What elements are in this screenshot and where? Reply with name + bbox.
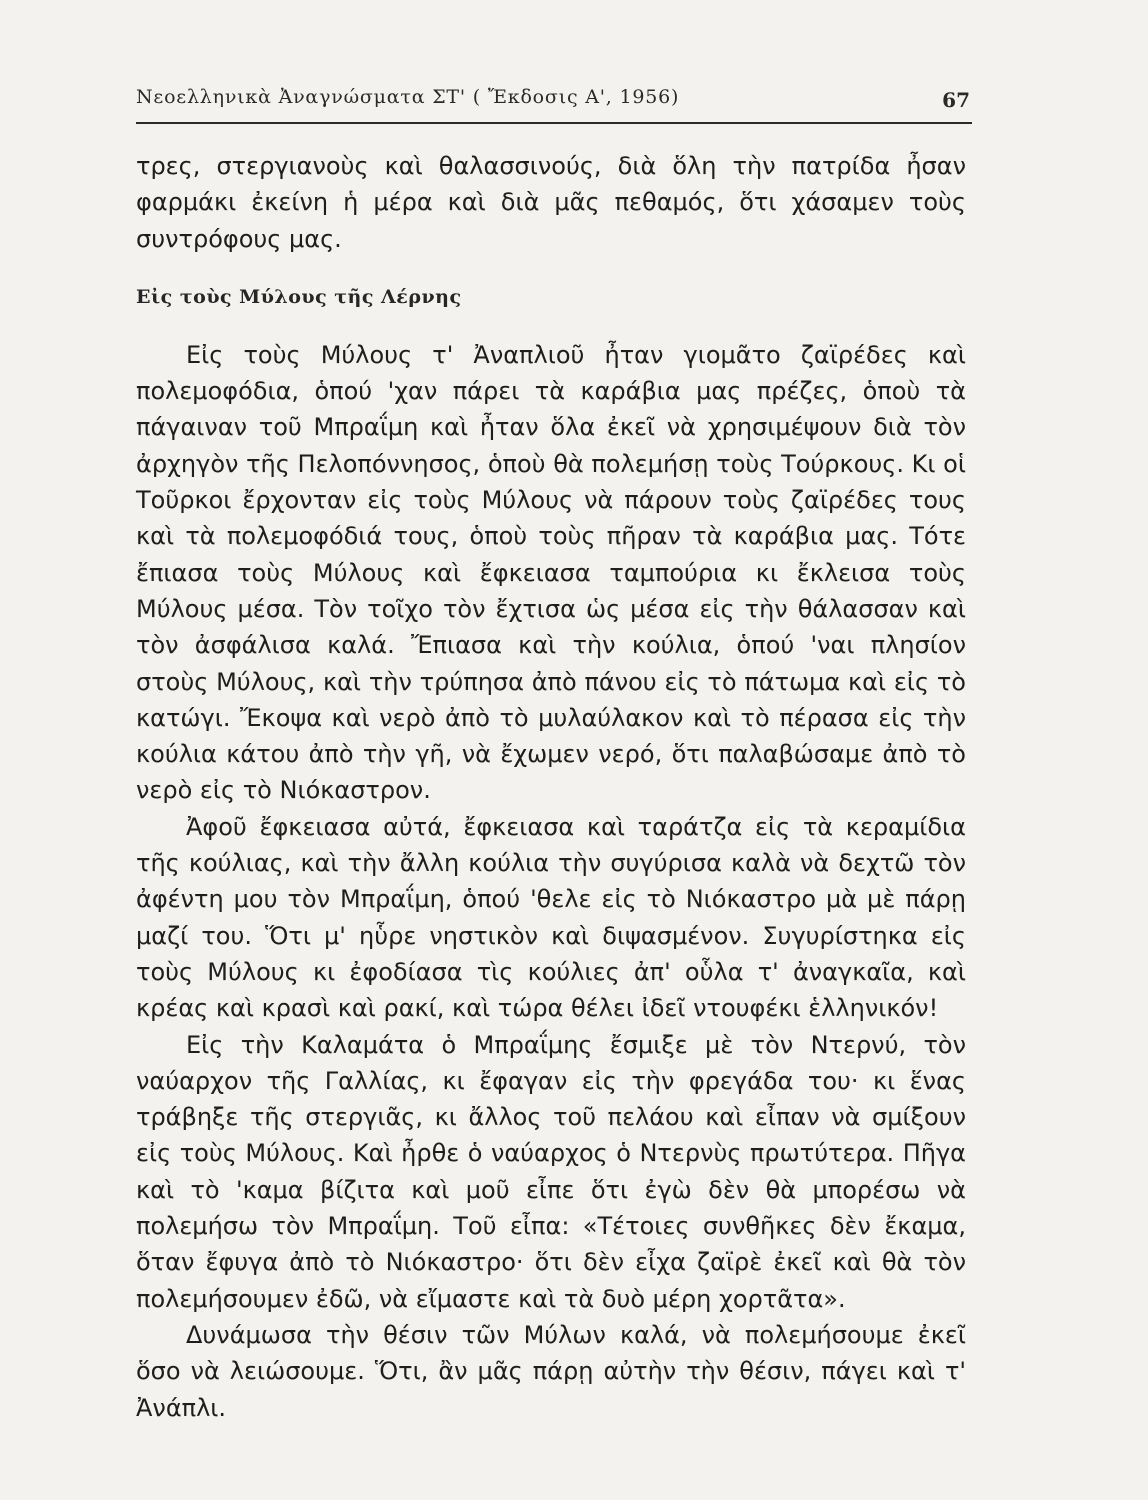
page-body bbox=[136, 148, 966, 1426]
page-number: 67 bbox=[942, 88, 970, 112]
opening-paragraph: τρες, στεργιανοὺς καὶ θαλασσινούς, διὰ ὅλη τὴν πατρίδα ἦσαν φαρμάκι ἐκείνη ἡ μέρα καὶ διὰ μᾶς πεθαμός, ὅτι χάσαμεν τοὺς συντρόφους μας. bbox=[136, 152, 966, 253]
running-header-title: Νεοελληνικὰ Ἀναγνώσματα ΣΤ' ( Ἔκδοσις Α', 1956) bbox=[136, 86, 680, 108]
body-paragraph: Εἰς τὴν Καλαμάτα ὁ Μπραΐμης ἔσμιξε μὲ τὸν Ντερνύ, τὸν ναύαρχον τῆς Γαλλίας, κι ἔφαγαν εἰς τὴν φρεγάδα του· κι ἕνας τράβηξε τῆς στεργιᾶς, κι ἄλλος τοῦ πελάου καὶ εἶπαν νὰ σμίξουν εἰς τοὺς Μύλους. Καὶ ἦρθε ὁ ναύαρχος ὁ Ντερνὺς πρωτύτερα. Πῆγα καὶ τὸ 'καμα βίζιτα καὶ μοῦ εἶπε ὅτι ἐγὼ δὲν θὰ μπορέσω νὰ πολεμήσω τὸν Μπραΐμη. Τοῦ εἶπα: «Τέτοιες συνθῆκες δὲν ἔκαμα, ὅταν ἔφυγα ἀπὸ τὸ Νιόκαστρο· ὅτι δὲν εἶχα ζαϊρὲ ἐκεῖ καὶ θὰ τὸν πολεμήσουμεν ἐδῶ, νὰ εἴμαστε καὶ τὰ δυὸ μέρη χορτᾶτα». bbox=[136, 1030, 966, 1313]
body-paragraph: Εἰς τοὺς Μύλους τ' Ἀναπλιοῦ ἦταν γιομᾶτο ζαϊρέδες καὶ πολεμοφόδια, ὁπού 'χαν πάρει τὰ καράβια μας πρέζες, ὁποὺ τὰ πάγαιναν τοῦ Μπραΐμη καὶ ἦταν ὅλα ἐκεῖ νὰ χρησιμέψουν διὰ τὸν ἀρχηγὸν τῆς Πελοπόννησος, ὁποὺ θὰ πολεμήσῃ τοὺς Τούρκους. Κι οἱ Τοῦρκοι ἔρχονταν εἰς τοὺς Μύλους νὰ πάρουν τοὺς ζαϊρέδες τους καὶ τὰ πολεμοφόδιά τους, ὁποὺ τοὺς πῆραν τὰ καράβια μας. Τότε ἔπιασα τοὺς Μύλους καὶ ἔφκειασα ταμπούρια κι ἔκλεισα τοὺς Μύλους μέσα. Τὸν τοῖχο τὸν ἔχτισα ὡς μέσα εἰς τὴν θάλασσαν καὶ τὸν ἀσφάλισα καλά. Ἔπιασα καὶ τὴν κούλια, ὁπού 'ναι πλησίον στοὺς Μύλους, καὶ τὴν τρύπησα ἀπὸ πάνου εἰς τὸ πάτωμα καὶ εἰς τὸ κατώγι. Ἔκοψα καὶ νερὸ ἀπὸ τὸ μυλαύλακον καὶ τὸ πέρασα εἰς τὴν κούλια κάτου ἀπὸ τὴν γῆ, νὰ ἔχωμεν νερό, ὅτι παλαβώσαμε ἀπὸ τὸ νερὸ εἰς τὸ Νιόκαστρον. bbox=[136, 340, 966, 805]
body-paragraph: Ἀφοῦ ἔφκειασα αὐτά, ἔφκειασα καὶ ταράτζα εἰς τὰ κεραμίδια τῆς κούλιας, καὶ τὴν ἄλλη κούλια τὴν συγύρισα καλὰ νὰ δεχτῶ τὸν ἀφέντη μου τὸν Μπραΐμη, ὁπού 'θελε εἰς τὸ Νιόκαστρο μὰ μὲ πάρῃ μαζί του. Ὅτι μ' ηὗρε νηστικὸν καὶ διψασμένον. Συγυρίστηκα εἰς τοὺς Μύλους κι ἐφοδίασα τὶς κούλιες ἀπ' οὗλα τ' ἀναγκαῖα, καὶ κρέας καὶ κρασὶ καὶ ρακί, καὶ τώρα θέλει ἰδεῖ ντουφέκι ἑλληνικόν! bbox=[136, 812, 966, 1023]
section-title: Εἰς τοὺς Μύλους τῆς Λέρνης bbox=[136, 285, 462, 308]
body-paragraph: Δυνάμωσα τὴν θέσιν τῶν Μύλων καλά, νὰ πολεμήσουμε ἐκεῖ ὅσο νὰ λειώσουμε. Ὅτι, ἂν μᾶς πάρῃ αὐτὴν τὴν θέσιν, πάγει καὶ τ' Ἀνάπλι. bbox=[136, 1320, 966, 1422]
page-header bbox=[136, 86, 972, 124]
